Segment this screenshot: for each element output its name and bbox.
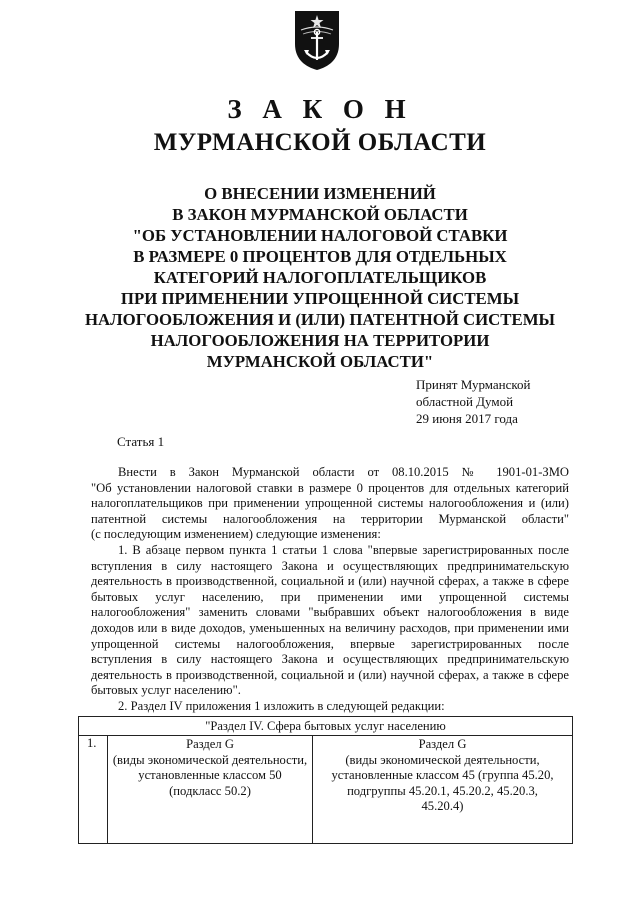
subject-line: "ОБ УСТАНОВЛЕНИИ НАЛОГОВОЙ СТАВКИ bbox=[132, 226, 508, 245]
body-line: 2. Раздел IV приложения 1 изложить в следующей редакции: bbox=[118, 698, 445, 713]
subject-line: КАТЕГОРИЙ НАЛОГОПЛАТЕЛЬЩИКОВ bbox=[153, 268, 487, 287]
cell-line: (виды экономической деятельности, bbox=[345, 752, 540, 767]
coat-of-arms-icon bbox=[291, 8, 343, 72]
table-cell-left bbox=[108, 736, 313, 844]
cell-line: Раздел G bbox=[186, 737, 234, 751]
body-line: деятельность в производственной, социальной и (или) научной сферах, а также в сфере bbox=[91, 574, 569, 589]
cell-line: установленные классом 50 bbox=[138, 768, 282, 783]
subject-line: ПРИ ПРИМЕНЕНИИ УПРОЩЕННОЙ СИСТЕМЫ bbox=[120, 289, 520, 308]
body-line: (с последующим изменением) следующие изменения: bbox=[91, 527, 381, 542]
subject-line: В РАЗМЕРЕ 0 ПРОЦЕНТОВ ДЛЯ ОТДЕЛЬНЫХ bbox=[133, 247, 507, 266]
subject-line: В ЗАКОН МУРМАНСКОЙ ОБЛАСТИ bbox=[172, 205, 468, 224]
cell-line: 45.20.4) bbox=[421, 799, 464, 814]
subject-line: О ВНЕСЕНИИ ИЗМЕНЕНИЙ bbox=[204, 184, 436, 203]
article-body bbox=[91, 465, 569, 715]
table-header: "Раздел IV. Сфера бытовых услуг населению bbox=[79, 717, 573, 736]
body-line: налогообложения" заменить словами "выбравших объект налогообложения в виде bbox=[91, 605, 569, 620]
law-subject bbox=[80, 183, 560, 372]
law-title: З А К О Н bbox=[227, 94, 413, 124]
subject-line: НАЛОГООБЛОЖЕНИЯ И (ИЛИ) ПАТЕНТНОЙ СИСТЕМЫ bbox=[84, 310, 556, 329]
body-line: 1. В абзаце первом пункта 1 статьи 1 слова "впервые зарегистрированных после bbox=[118, 542, 569, 557]
cell-line: подгруппы 45.20.1, 45.20.2, 45.20.3, bbox=[347, 783, 538, 798]
body-line: налогоплательщиков при применении упрощенной системы налогообложения и (или) bbox=[91, 496, 569, 511]
body-line: деятельность в производственной, социальной и (или) научной сферах, а также в сфере bbox=[91, 667, 569, 682]
subject-line: НАЛОГООБЛОЖЕНИЯ НА ТЕРРИТОРИИ bbox=[150, 331, 490, 350]
body-line: упрощенной системы налогообложения, впервые зарегистрированных после bbox=[91, 636, 569, 651]
body-line: вступления в силу настоящего Закона и осуществляющих предпринимательскую bbox=[91, 652, 569, 667]
body-line: бытовых услуг населению, при применении ими упрощенной системы bbox=[91, 589, 569, 604]
adoption-line: областной Думой bbox=[416, 394, 514, 409]
article-heading: Статья 1 bbox=[117, 434, 165, 449]
body-line: патентной системы налогообложения на территории Мурманской области" bbox=[91, 511, 569, 526]
amendment-table bbox=[78, 716, 573, 844]
adoption-line: Принят Мурманской bbox=[416, 377, 531, 392]
body-line: бытовых услуг населению". bbox=[91, 683, 241, 698]
table-row-number: 1. bbox=[79, 736, 108, 844]
body-line: доходов или в виде доходов, уменьшенных на величину расходов, при применении ими bbox=[91, 620, 569, 635]
cell-line: Раздел G bbox=[418, 737, 467, 751]
body-line: вступления в силу настоящего Закона и осуществляющих предпринимательскую bbox=[91, 558, 569, 573]
body-line: "Об установлении налоговой ставки в размере 0 процентов для отдельных категорий bbox=[91, 480, 569, 495]
table-cell-right bbox=[313, 736, 573, 844]
cell-line: (виды экономической деятельности, bbox=[112, 752, 308, 767]
body-line: Внести в Закон Мурманской области от 08.10.2015 № 1901-01-ЗМО bbox=[118, 465, 569, 479]
adoption-note bbox=[416, 376, 531, 427]
cell-line: установленные классом 45 (группа 45.20, bbox=[331, 768, 554, 783]
adoption-date: 29 июня 2017 года bbox=[416, 411, 518, 426]
cell-line: (подкласс 50.2) bbox=[169, 783, 251, 798]
subject-line: МУРМАНСКОЙ ОБЛАСТИ" bbox=[206, 352, 434, 371]
region-title: МУРМАНСКОЙ ОБЛАСТИ bbox=[153, 129, 487, 156]
